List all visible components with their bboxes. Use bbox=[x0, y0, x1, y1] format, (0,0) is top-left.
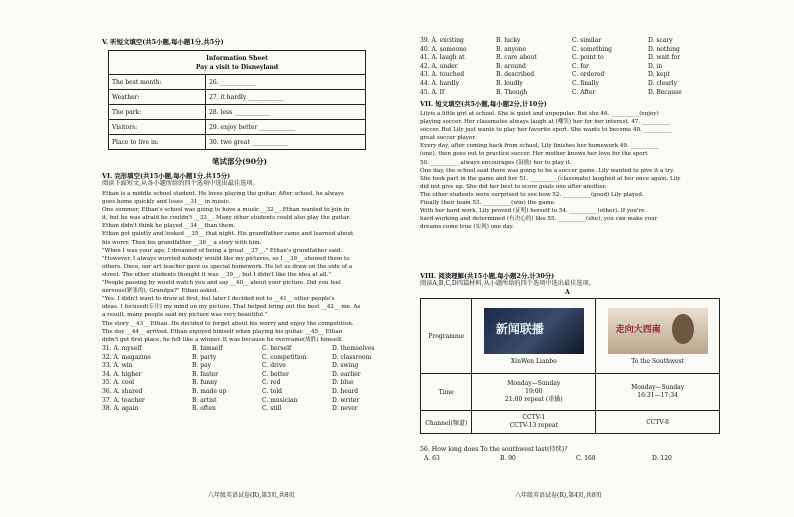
option-choice: A. 63 bbox=[424, 455, 440, 462]
passage-line: The day __44__ arrived. Ethan enjoyed himself when playing his guitar. __45__ Ethan bbox=[102, 328, 343, 335]
short-passage bbox=[420, 110, 681, 231]
option-choice: D. blue bbox=[332, 379, 354, 387]
option-choice: C. drive bbox=[262, 362, 286, 370]
passage-line: "Yes. I didn't want to draw at first, but later I decided not to __41__ other people's bbox=[102, 296, 335, 303]
option-choice: D. clearly bbox=[648, 79, 677, 87]
passage-line: it, but he was afraid he couldn't __33__. Many other students could also play the guitar. bbox=[102, 215, 351, 222]
passage-line: "When I was your age, I dreamed of being a great __37__." Ethan's grandfather said. bbox=[102, 247, 343, 254]
option-choice: 33. A. win bbox=[102, 362, 133, 370]
option-choice: D. swing bbox=[332, 362, 359, 370]
option-row bbox=[420, 455, 720, 464]
option-row bbox=[102, 354, 400, 363]
option-choice: D. wait for bbox=[648, 54, 681, 62]
page-footer-left: 八年级英语试卷(R),第3页,共8页 bbox=[208, 492, 295, 499]
option-choice: B. pay bbox=[192, 362, 212, 370]
information-sheet-table bbox=[108, 50, 366, 150]
passage-line: a result, many people said my picture was very beautiful." bbox=[102, 312, 268, 319]
option-choice: 34. A. higher bbox=[102, 370, 142, 378]
programme-1-time: Monday—Sunday 19:00 21:00 repeat (重播) bbox=[472, 374, 596, 411]
cloze-instruction: 阅读下面短文,从各小题所给的四个选项中选出最佳选项。 bbox=[102, 180, 259, 187]
option-choice: 36. A. shared bbox=[102, 387, 143, 395]
option-choice: C. point to bbox=[572, 54, 604, 62]
info-sheet-title: Information Sheet Pay a visit to Disneyland bbox=[109, 51, 366, 75]
passage-line: 50. __________ always encourages (鼓励) her to play it. bbox=[420, 159, 572, 166]
info-row: Weather: 27. it hardly ____________ bbox=[109, 90, 366, 105]
option-choice: 41. A. laugh at bbox=[420, 54, 465, 62]
passage-line: (one), then goes out to practice soccer. Her mother knows her love for the sport bbox=[420, 151, 648, 158]
passage-line: Ethan got quietly and looked __35__ that night. His grandfather came and learned about bbox=[102, 231, 354, 238]
passage-line: didn't get first place, he felt like a winner. It was because he overcame(战胜) himself. bbox=[102, 336, 343, 343]
option-row bbox=[102, 345, 400, 354]
passage-line: soccer. But Lily just wants to play her favorite sport. She wants to become 48. __________ bbox=[420, 127, 672, 134]
channel-label: Channel(频道) bbox=[421, 411, 472, 434]
option-choice: C. competition bbox=[262, 353, 307, 361]
option-choice: B. care about bbox=[496, 54, 537, 62]
option-row bbox=[102, 379, 400, 388]
option-row bbox=[420, 71, 720, 80]
question-56: 56. How long does To the southwest last(持续)? bbox=[420, 446, 568, 453]
option-choice: B. anyone bbox=[496, 45, 527, 53]
option-row bbox=[102, 362, 400, 371]
option-choice: 32. A. magazine bbox=[102, 353, 151, 361]
passage-line: "People passing by would watch you and say __40__ about your picture. Did you feel bbox=[102, 280, 341, 287]
short-passage-heading: VII. 短文填空(共5小题,每小题2分,计10分) bbox=[420, 100, 547, 108]
option-row bbox=[420, 63, 720, 72]
time-label: Time bbox=[421, 374, 472, 411]
option-choice: C. ordered bbox=[572, 71, 605, 79]
passage-line: The other students were surprised to see how 52. __________(good) Lily played. bbox=[420, 191, 644, 198]
option-choice: D. never bbox=[332, 405, 358, 413]
tv-programme-table bbox=[420, 298, 720, 434]
passage-line: nervous(紧张的), Grandpa?" Ethan asked. bbox=[102, 288, 219, 295]
option-choice: 35. A. cool bbox=[102, 379, 135, 387]
passage-line: One summer, Ethan's school was going to have a music __32__. Ethan wanted to join in bbox=[102, 207, 350, 214]
option-choice: B. often bbox=[192, 405, 216, 413]
option-choice: C. After bbox=[572, 88, 596, 96]
option-choice: B. described bbox=[496, 71, 535, 79]
section-a-label: A bbox=[565, 289, 570, 296]
option-choice: B. Though bbox=[496, 88, 528, 96]
passage-line: Every day, after coming back from school, Lily finishes her homework 49. __________ bbox=[420, 143, 659, 150]
passage-line: did not give up. She did her best to score goals one after another. bbox=[420, 183, 607, 190]
option-choice: 39. A. exciting bbox=[420, 37, 464, 44]
option-row bbox=[102, 397, 400, 406]
option-row bbox=[102, 371, 400, 380]
option-choice: B. funny bbox=[192, 379, 218, 387]
option-choice: 44. A. hardly bbox=[420, 79, 460, 87]
passage-line: She took part in the game and her 51. __________(classmate) laughed at her once again. Lily bbox=[420, 175, 681, 182]
programme-2-time: Monday—Sunday 16:31—17:34 bbox=[596, 374, 720, 411]
option-choice: C. still bbox=[262, 405, 282, 413]
option-choice: 42. A. under bbox=[420, 62, 458, 70]
listening-heading: V. 听短文填空(共5小题,每小题1分,共5分) bbox=[102, 38, 224, 46]
option-choice: D. earlier bbox=[332, 370, 361, 378]
passage-line: Ethan is a middle school student. He loves playing the guitar. After school, he always bbox=[102, 191, 344, 197]
option-choice: C. finally bbox=[572, 79, 599, 87]
reading-instruction: 阅读A,B,C,D四篇材料,从小题所给的四个选项中选出最佳选项。 bbox=[420, 280, 595, 287]
passage-line: goes home quickly and loses __31__ in music. bbox=[102, 199, 231, 206]
option-choice: C. similar bbox=[572, 37, 602, 44]
passage-line: others. Once, our art teacher gave us special homework. He let us draw on the side of a bbox=[102, 263, 353, 270]
passage-line: Ethan didn't think he played __34__ than them. bbox=[102, 223, 236, 230]
page-footer-right: 八年级英语试卷(R),第4页,共8页 bbox=[515, 492, 602, 499]
programme-2-channel: CCTV-8 bbox=[596, 411, 720, 434]
option-choice: C. for bbox=[572, 62, 589, 70]
cloze-options-right bbox=[420, 37, 720, 97]
option-choice: D. kept bbox=[648, 71, 670, 79]
option-choice: D. writer bbox=[332, 396, 360, 404]
option-choice: D. Because bbox=[648, 88, 682, 96]
left-column bbox=[100, 0, 398, 517]
option-row bbox=[420, 46, 720, 55]
option-choice: 45. A. If bbox=[420, 88, 445, 96]
option-choice: 40. A. someone bbox=[420, 45, 467, 53]
info-row: The best month: 26. ____________ bbox=[109, 75, 366, 90]
programme-1-name: XinWen Lianbo bbox=[510, 357, 557, 365]
option-choice: D. themselves bbox=[332, 345, 375, 352]
option-choice: D. in bbox=[648, 62, 663, 70]
option-choice: B. artist bbox=[192, 396, 217, 404]
right-column bbox=[420, 0, 720, 517]
option-choice: D. heard bbox=[332, 387, 359, 395]
passage-line: playing soccer. Her classmates always laugh at (嘲笑) her for her interest. 47. __________ bbox=[420, 119, 670, 126]
passage-line: street. The other students thought it was __39__, but I didn't like the idea at all." bbox=[102, 271, 331, 278]
passage-line: ideas. I focused(专注) my mind on my picture. That helped bring out the best __42__ me. As bbox=[102, 304, 361, 311]
passage-line: With her hard work, Lily proved (证明) herself to 54. __________(other). If you're bbox=[420, 208, 645, 215]
option-row bbox=[420, 54, 720, 63]
option-row bbox=[420, 80, 720, 89]
option-choice: B. party bbox=[192, 353, 217, 361]
option-choice: B. 90 bbox=[500, 455, 516, 462]
option-choice: D. nothing bbox=[648, 45, 680, 53]
option-choice: B. loudly bbox=[496, 79, 523, 87]
option-choice: B. made up bbox=[192, 387, 227, 395]
cloze-options-left bbox=[102, 345, 400, 414]
option-choice: B. lucky bbox=[496, 37, 521, 44]
programme-label: Programme bbox=[421, 299, 472, 374]
passage-line: Finally their team 53. __________(win) the game. bbox=[420, 200, 556, 207]
info-row: Visitors: 29. enjoy better ____________ bbox=[109, 120, 366, 135]
passage-line: his worry. Then his grandfather __36__ a story with him. bbox=[102, 239, 262, 246]
passage-line: Lilyis a little girl at school. She is quiet and unpopular. But she 46. __________(enjoy) bbox=[420, 111, 659, 117]
option-choice: C. red bbox=[262, 379, 281, 387]
option-choice: C. 168 bbox=[576, 455, 596, 462]
info-row: The park: 28. less ____________ bbox=[109, 105, 366, 120]
option-choice: B. himself bbox=[192, 345, 223, 352]
option-row bbox=[420, 89, 720, 98]
passage-line: One day, the school said there was going to be a soccer game. Lily wanted to give it a try. bbox=[420, 167, 675, 174]
written-heading: 笔试部分(90分) bbox=[212, 157, 268, 166]
question-56-options bbox=[420, 455, 720, 464]
option-choice: D. classroom bbox=[332, 353, 372, 361]
option-row bbox=[102, 388, 400, 397]
passage-line: The story __43__ Ethan. He decided to forget about his worry and enjoy the competition. bbox=[102, 320, 354, 327]
option-choice: C. better bbox=[262, 370, 289, 378]
passage-line: great soccer player. bbox=[420, 135, 477, 142]
reading-heading: VIII. 阅读理解(共15小题,每小题2分,计30分) bbox=[420, 272, 555, 280]
option-choice: B. faster bbox=[192, 370, 218, 378]
option-choice: C. herself bbox=[262, 345, 292, 352]
option-choice: 37. A. teacher bbox=[102, 396, 145, 404]
option-choice: 43. A. touched bbox=[420, 71, 465, 79]
option-choice: C. told bbox=[262, 387, 282, 395]
option-choice: 38. A. again bbox=[102, 405, 139, 413]
option-choice: C. musician bbox=[262, 396, 298, 404]
option-choice: C. something bbox=[572, 45, 613, 53]
passage-line: hard-working and determined (有决心的) like 55. __________(she), you can make your bbox=[420, 216, 658, 223]
option-choice: D. 120 bbox=[652, 455, 672, 462]
cloze-passage bbox=[102, 190, 360, 344]
option-row bbox=[420, 37, 720, 46]
info-row: Place to live in: 30. two great ____________ bbox=[109, 135, 366, 150]
option-choice: 31. A. myself bbox=[102, 345, 142, 352]
xinwen-lianbo-image: 新闻联播 bbox=[484, 308, 584, 354]
option-row bbox=[102, 405, 400, 414]
programme-1-channel: CCTV-1 CCTV-13 repeat bbox=[472, 411, 596, 434]
option-choice: B. around bbox=[496, 62, 526, 70]
programme-2-name: To the Southwest bbox=[631, 357, 685, 365]
cloze-heading: VI. 完形填空(共15小题,每小题1分,共15分) bbox=[102, 172, 231, 180]
option-choice: D. scary bbox=[648, 37, 673, 44]
passage-line: dreams come true (实现) one day. bbox=[420, 224, 514, 231]
to-the-southwest-image: 走向大西南 bbox=[608, 308, 708, 354]
passage-line: "However, I always worried nobody would like my pictures, so I __38__ showed them to bbox=[102, 255, 350, 262]
